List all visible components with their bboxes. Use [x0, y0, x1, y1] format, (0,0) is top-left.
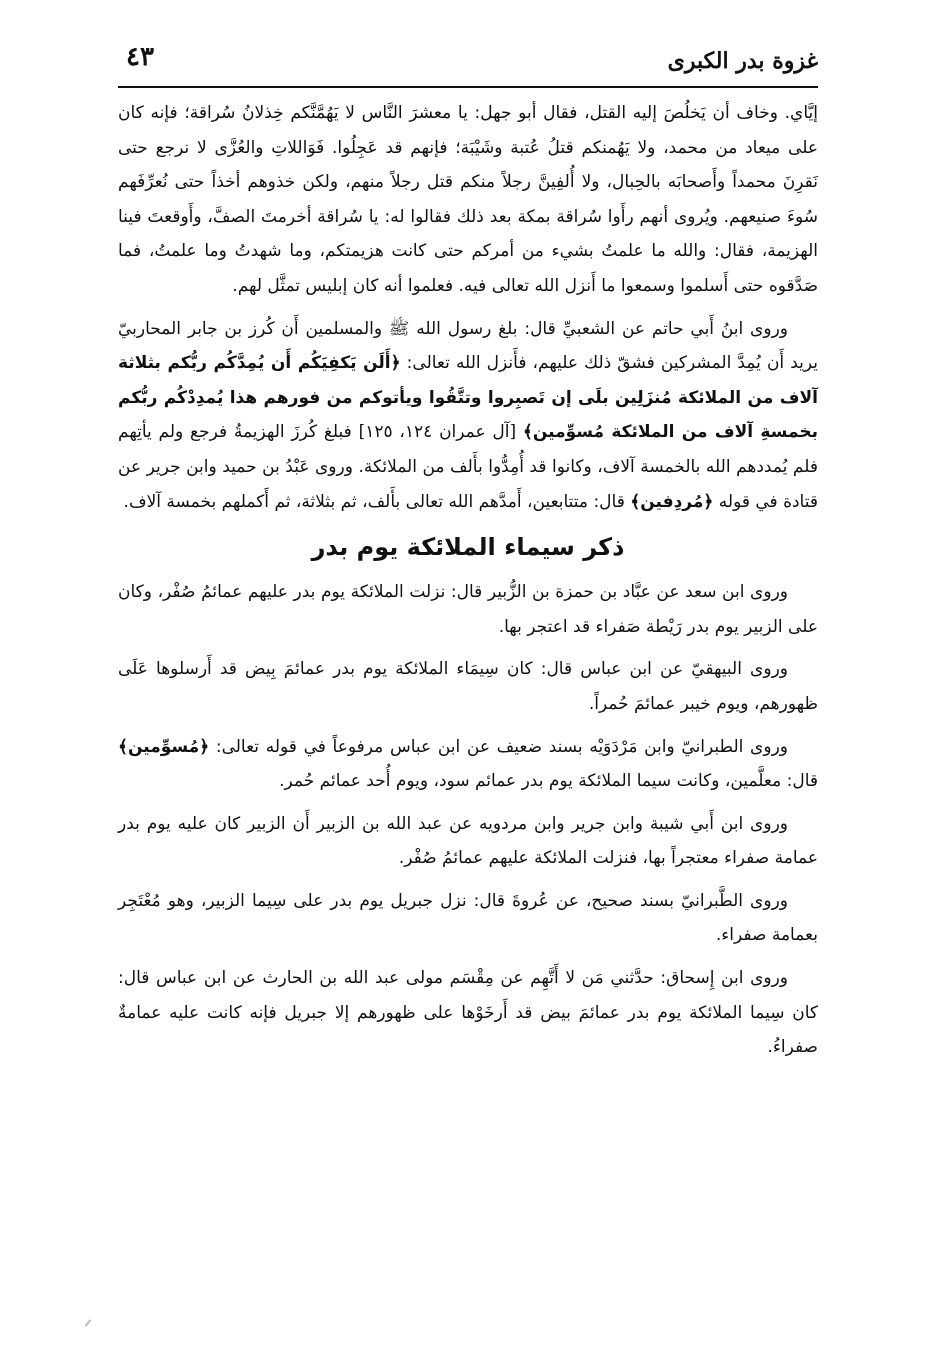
- header-divider: [118, 86, 818, 88]
- quran-verse: ﴿أَلَن يَكفِيَكُم أَن يُمِدَّكُم ربُّكم بثلاثة آلاف من الملائكة مُنزَلِين بلَى إن تَصبِروا وتتَّقُوا ويأتوكم من فورهم هذا يُمدِدْكُم ربُّكم بخمسةِ آلاف من الملائكة مُسوِّمين﴾: [118, 353, 819, 443]
- page-body: [118, 96, 818, 1316]
- running-title: غزوة بدر الكبرى: [667, 48, 818, 74]
- text-segment: إيَّاي. وخاف أن يَخلُصَ إليه القتل، فقال أبو جهل: يا معشرَ النَّاس لا يَهُمَّنَّكم خِذلانُ سُراقة؛ فإنه كان على ميعاد من محمد، ولا يَهُمنكم قتلُ عُتبة وشَيْبَة؛ فإنهم قد عَجِلُوا. فَوَاللاتِ والعُزَّى لا نرجع حتى نَقرِنَ محمداً وأَصحابَه بالحِبال، ولا أُلفِينَّ رجلاً منكم قتل رجلاً منهم، ولكن خذوهم أخذاً حتى نُعرِّفَهم سُوءَ صنيعهم. ويُروى أنهم رأَوا سُراقة بمكة بعد ذلك فقالوا له: يا سُراقة أخرمتَ الصفَّ، وأَوقعتَ فينا الهزيمة، فقال: والله ما علمتُ بشيء من أمركم حتى كانت هزيمتكم، وما شهدتُ وما علمتُ، فما صَدَّقوه حتى أَسلموا وسمعوا ما أَنزل الله تعالى فيه. فعلموا أنه كان إبليس تمثَّل لهم.: [118, 103, 818, 296]
- text-segment: وروى ابن أَبي شيبة وابن جرير وابن مردويه عن عبد الله بن الزبير أَن الزبير كان عليه يوم بدر عمامة صفراء معتجراً بها، فنزلت الملائكة عليهم عمائمُ صُفْر.: [118, 813, 818, 869]
- paragraph: [118, 652, 818, 721]
- paragraph: [118, 884, 818, 953]
- text-segment: وروى الطَّبرانيّ بسند صحيح، عن عُروةَ قال: نزل جبريل يوم بدر على سِيما الزبير، وهو مُعْتَجِر بعمامة صفراء.: [118, 890, 818, 946]
- scan-artifact: [85, 1319, 92, 1326]
- section-heading: ذكر سيماء الملائكة يوم بدر: [311, 533, 625, 562]
- paragraph: [118, 575, 818, 644]
- text-segment: وروى ابنُ أَبي حاتم عن الشعبيِّ قال: بلغ رسول الله ﷺ والمسلمين أَن كُرز بن جابر المحاربيّ يريد أَن يُمِدَّ المشركين فشقّ ذلك عليهم، فأَنزل الله تعالى:: [118, 318, 818, 374]
- text-segment: وروى ابن سعد عن عبَّاد بن حمزة بن الزُّبير قال: نزلت الملائكة يوم بدر عليهم عمائمُ صُفْر، وكان على الزبير يوم بدر رَيْطة صَفراء قد اعتجر بها.: [118, 582, 818, 637]
- quran-verse: ﴿مُسوِّمين﴾: [118, 736, 210, 757]
- text-segment: وروى ابن إِسحاق: حدَّثني مَن لا أَتَّهِم عن مِقْسَم مولى عبد الله بن الحارث عن ابن عباس قال: كان سِيما الملائكة يوم بدر عمائمَ بيض قد أَرخَوْها على ظهورهم إلا جبريل فإنه كانت عليه عمامةٌ صفراءُ.: [118, 968, 818, 1058]
- quran-verse: ﴿مُردِفين﴾: [630, 491, 714, 512]
- paragraph: [118, 312, 818, 520]
- paragraph: [118, 96, 818, 304]
- paragraph: [118, 961, 818, 1065]
- text-segment: [آل عمران ١٢٤، ١٢٥] فبلغ كُرزَ الهزيمةُ فرجع ولم يأتِهم فلم يُمددهم الله بالخمسة آلاف، وكانوا قد أُمِدُّوا بأَلف من الملائكة. وروى عَبْدُ بن حميد وابن جرير عن قتادة في قوله: [118, 422, 818, 512]
- paragraph: [118, 807, 818, 876]
- text-segment: قال: متتابعين، أَمدَّهم الله تعالى بأَلف، ثم بثلاثة، ثم أَكملهم بخمسة آلاف.: [123, 491, 631, 512]
- text-segment: وروى البيهقيّ عن ابن عباس قال: كان سِيمَاء الملائكة يوم بدر عمائمَ بِيض قد أَرسلوها عَلَى ظهورهم، ويوم خيبر عمائمَ حُمراً.: [118, 659, 818, 714]
- paragraph: [118, 730, 818, 799]
- text-segment: قال: معلَّمين، وكانت سيما الملائكة يوم بدر عمائم سود، ويوم أُحد عمائم حُمر.: [279, 771, 818, 792]
- page-number: ٤٣: [126, 42, 154, 72]
- text-segment: وروى الطبرانيّ وابن مَرْدَوَيْه بسند ضعيف عن ابن عباس مرفوعاً في قوله تعالى:: [209, 736, 788, 757]
- page-header: [118, 34, 818, 82]
